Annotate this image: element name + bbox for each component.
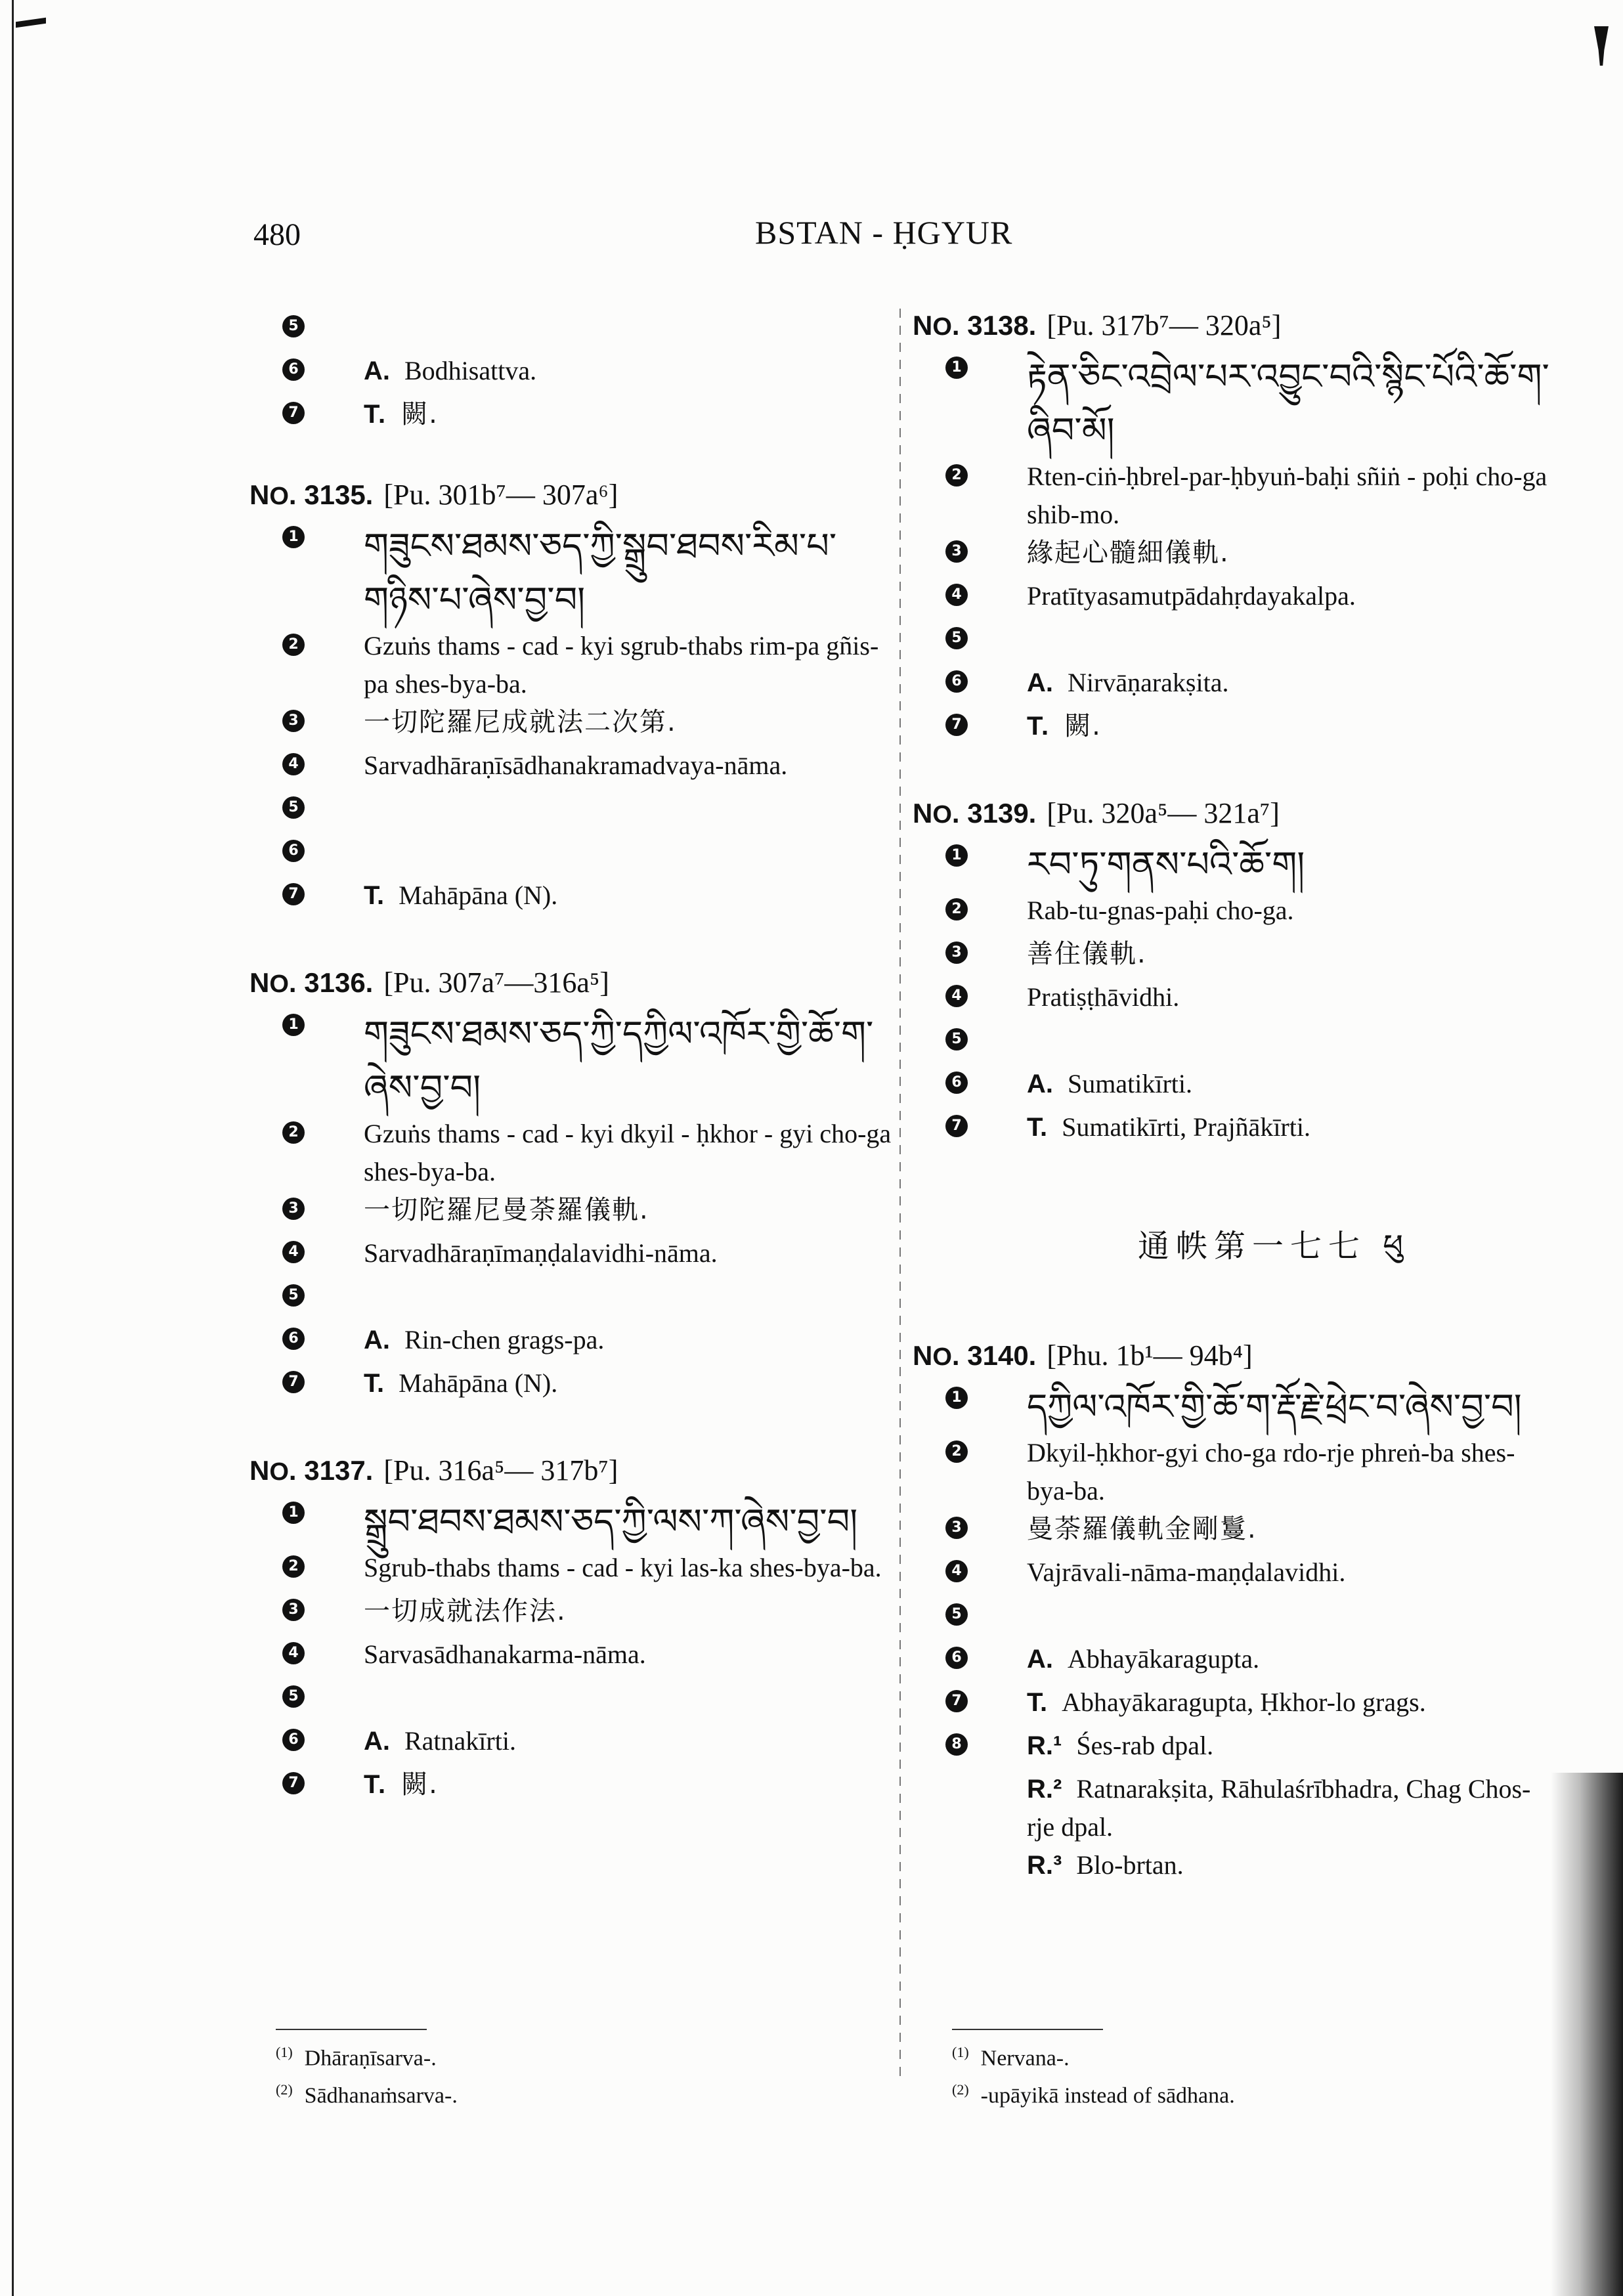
item-number: 5 [282,1284,305,1307]
chinese-title: 一切陀羅尼曼荼羅儀軌. [364,1195,649,1225]
item-number: 6 [282,358,305,381]
item-number: 5 [282,315,305,337]
item-number: 7 [282,402,305,424]
page-range: [Pu. 301b⁷— 307a⁶] [383,479,618,511]
footnote-rule [952,2029,1103,2030]
entry-heading [913,309,1556,342]
item-1 [913,838,1556,892]
left-column [249,309,893,1855]
item-2 [913,1434,1556,1510]
sanskrit-title: Sarvasādhanakarma-nāma. [364,1639,646,1669]
item-1 [249,1495,893,1549]
item-6 [913,1640,1556,1683]
prefix: T. [1027,1113,1048,1142]
sanskrit-title: Pratītyasamutpādahṛdayakalpa. [1027,581,1356,611]
item-3 [249,1592,893,1635]
item-number: 5 [945,1603,968,1626]
item-number: 5 [945,627,968,649]
tibetan-title: རབ་ཏུ་གནས་པའི་ཆོ་ག། [1027,844,1305,885]
page-border [12,0,14,2296]
sanskrit-title: Vajrāvali-nāma-maṇḍalavidhi. [1027,1557,1346,1587]
item-number: 3 [945,942,968,964]
item-7 [249,395,893,439]
item-4 [913,978,1556,1022]
item-number: 7 [282,1371,305,1393]
transliteration: Dkyil-ḥkhor-gyi cho-ga rdo-rje phreṅ-ba shes-bya-ba. [1027,1438,1515,1505]
item-5 [249,1679,893,1722]
item-7 [249,877,893,920]
entry-3135 [249,478,893,920]
item-number: 2 [282,1121,305,1144]
scan-edge-shadow [1551,1773,1623,2296]
item-number: 2 [945,898,968,921]
item-number: 7 [282,883,305,905]
running-head: BSTAN - ḤGYUR [755,214,1013,251]
entry-no-label: NO. 3138. [913,310,1037,341]
entry-3140 [913,1339,1556,1890]
translator: Sumatikīrti, Prajñākīrti. [1062,1112,1310,1142]
item-number: 1 [945,1387,968,1409]
item-4 [249,1635,893,1679]
item-number: 6 [945,1647,968,1669]
item-4 [913,577,1556,620]
entry-heading [913,1339,1556,1372]
item-number: 2 [945,464,968,487]
item-number: 3 [282,710,305,732]
entry-no-label: NO. 3136. [249,967,374,998]
item-number: 3 [945,1517,968,1539]
item-number: 2 [282,1555,305,1578]
transliteration: Gzuṅs thams - cad - kyi sgrub-thabs rim-pa gñis-pa shes-bya-ba. [364,631,879,699]
footnote: $^{(1)}$ Dhāraṇīsarva-. [276,2044,437,2071]
tibetan-title: སྒྲུབ་ཐབས་ཐམས་ཅད་ཀྱི་ལས་ཀ་ཞེས་བྱ་བ། [364,1501,858,1542]
entry-3137 [249,1454,893,1809]
column-divider [899,309,901,2081]
entry-no-label: NO. 3137. [249,1455,374,1486]
entry-no-label: NO. 3140. [913,1340,1037,1371]
item-6 [249,833,893,877]
item-number: 1 [282,526,305,548]
item-6 [249,1321,893,1364]
item-number: 3 [945,540,968,563]
entry-heading [249,1454,893,1487]
reviser: Blo-brtan. [1076,1850,1184,1880]
chinese-title: 曼荼羅儀軌金剛鬘. [1027,1514,1257,1544]
item-number: 6 [282,1729,305,1751]
item-number: 4 [282,1642,305,1664]
translator: 闕. [1064,711,1102,741]
item-number: 4 [945,1560,968,1582]
item-number: 2 [945,1440,968,1463]
item-number: 6 [945,1072,968,1094]
page-range: [Phu. 1b¹— 94b⁴] [1047,1339,1253,1372]
item-number: 6 [282,840,305,862]
reviser: Ratnarakṣita, Rāhulaśrībhadra, Chag Chos-rje dpal. [1027,1774,1531,1842]
prefix: A. [1027,668,1053,697]
translator: 闕. [401,399,439,429]
item-2 [913,892,1556,935]
item-2 [249,1115,893,1191]
entry-no-label: NO. 3139. [913,798,1037,829]
item-3 [249,703,893,747]
chinese-title: 緣起心髓細儀軌. [1027,538,1230,568]
prefix: T. [1027,712,1050,741]
footnote-rule [276,2029,427,2030]
entry-heading [249,478,893,511]
sanskrit-title: Sarvadhāraṇīsādhanakramadvaya-nāma. [364,750,788,780]
item-8-r3 [913,1846,1556,1890]
item-number: 3 [282,1198,305,1220]
item-3 [249,1191,893,1234]
right-column [913,309,1556,1936]
item-number: 4 [945,985,968,1007]
item-1 [249,1007,893,1115]
page-range: [Pu. 316a⁵— 317b⁷] [383,1454,618,1486]
prefix: A. [364,1326,390,1354]
transliteration: Gzuṅs thams - cad - kyi dkyil - ḥkhor - gyi cho-ga shes-bya-ba. [364,1119,892,1186]
item-1 [913,350,1556,458]
entry-3136 [249,966,893,1408]
item-3 [913,1510,1556,1553]
translator: 闕. [401,1769,439,1800]
item-number: 2 [282,634,305,656]
chinese-title: 一切陀羅尼成就法二次第. [364,707,677,737]
prefix: T. [1027,1688,1048,1717]
footnote: $^{(2)}$ Sādhanaṁsarva-. [276,2081,458,2108]
prefix: R.³ [1027,1851,1062,1880]
item-number: 8 [945,1733,968,1756]
item-5 [913,1597,1556,1640]
item-number: 1 [945,357,968,379]
item-number: 7 [282,1772,305,1794]
author: Sumatikīrti. [1068,1069,1192,1098]
corner-mark [16,18,46,28]
item-6 [249,352,893,395]
author: Abhayākaragupta. [1068,1644,1260,1674]
prefix: R.² [1027,1775,1062,1804]
item-3 [913,534,1556,577]
prefix: A. [364,1727,390,1756]
item-number: 7 [945,1690,968,1712]
translator: Abhayākaragupta, Ḥkhor-lo grags. [1062,1687,1426,1717]
author: Bodhisattva. [404,356,537,385]
page-range: [Pu. 320a⁵— 321a⁷] [1047,797,1280,829]
item-4 [249,1234,893,1278]
author: Nirvāṇarakṣita. [1068,668,1229,697]
item-5 [913,620,1556,664]
item-number: 6 [945,670,968,693]
item-7 [249,1364,893,1408]
sanskrit-title: Sarvadhāraṇīmaṇḍalavidhi-nāma. [364,1238,718,1268]
prefix: R.¹ [1027,1731,1062,1760]
entry-heading [249,966,893,999]
item-number: 1 [945,844,968,867]
transliteration: Sgrub-thabs thams - cad - kyi las-ka shes-bya-ba. [364,1553,882,1582]
item-number: 5 [945,1028,968,1051]
item-4 [249,747,893,790]
tibetan-title: དཀྱིལ་འཁོར་གྱི་ཆོ་ག་རྡོ་རྗེ་ཕྲེང་བ་ཞེས་བྱ་བ། [1027,1386,1522,1427]
item-number: 5 [282,1685,305,1708]
item-number: 4 [282,1241,305,1263]
item-8 [913,1727,1556,1770]
chinese-title: 一切成就法作法. [364,1596,567,1626]
prefix: T. [364,400,387,429]
prefix: T. [364,881,385,910]
item-7 [913,1108,1556,1152]
item-8-r2 [913,1770,1556,1846]
footnote: $^{(2)}$ -upāyikā instead of sādhana. [952,2081,1235,2108]
item-number: 7 [945,1115,968,1137]
page-number: 480 [253,217,301,252]
entry-3134-tail [249,309,893,439]
prefix: A. [1027,1645,1053,1674]
item-6 [249,1722,893,1765]
prefix: A. [364,357,390,385]
translator: Mahāpāna (N). [399,1368,558,1398]
entry-3139 [913,796,1556,1152]
translator: Mahāpāna (N). [399,880,558,910]
item-number: 5 [282,796,305,819]
item-2 [249,1549,893,1592]
sanskrit-title: Pratiṣṭhāvidhi. [1027,982,1180,1012]
tibetan-title: རྟེན་ཅིང་འབྲེལ་པར་འབྱུང་བའི་སྙིང་པོའི་ཆོ་ག་ཞིབ་མོ། [1027,356,1549,451]
transliteration: Rab-tu-gnas-paḥi cho-ga. [1027,896,1294,925]
item-5 [249,790,893,833]
item-5 [249,1278,893,1321]
footnote: $^{(1)}$ Nervana-. [952,2044,1070,2071]
author: Rin-chen grags-pa. [404,1325,605,1354]
prefix: T. [364,1369,385,1398]
prefix: A. [1027,1070,1053,1098]
item-number: 3 [282,1599,305,1621]
item-5 [249,309,893,352]
entry-no-label: NO. 3135. [249,479,374,510]
item-6 [913,1065,1556,1108]
reviser: Śes-rab dpal. [1076,1731,1214,1760]
item-7 [249,1765,893,1809]
item-1 [249,519,893,627]
item-4 [913,1553,1556,1597]
entry-3138 [913,309,1556,750]
item-number: 1 [282,1014,305,1036]
item-5 [913,1022,1556,1065]
item-2 [913,458,1556,534]
tibetan-title: གཟུངས་ཐམས་ཅད་ཀྱི་དཀྱིལ་འཁོར་གྱི་ཆོ་ག་ཞེས་བྱ་བ། [364,1013,874,1108]
footnotes-right [952,2029,1235,2112]
volume-header: 通帙第一七七 ཕུ [1137,1228,1410,1265]
item-number: 6 [282,1328,305,1350]
author: Ratnakīrti. [404,1726,516,1756]
item-number: 1 [282,1502,305,1524]
tibetan-title: གཟུངས་ཐམས་ཅད་ཀྱི་སྒྲུབ་ཐབས་རིམ་པ་གཉིས་པ་ཞེས་བྱ་བ། [364,525,837,620]
item-7 [913,1683,1556,1727]
entry-heading [913,796,1556,830]
footnotes-left [276,2029,458,2112]
chinese-title: 善住儀軌. [1027,939,1147,969]
item-1 [913,1380,1556,1434]
item-3 [913,935,1556,978]
item-number: 4 [282,753,305,775]
page-range: [Pu. 317b⁷— 320a⁵] [1047,309,1282,341]
item-6 [913,664,1556,707]
top-right-mark [1594,26,1609,66]
transliteration: Rten-ciṅ-ḥbrel-par-ḥbyuṅ-baḥi sñiṅ - poḥi cho-ga shib-mo. [1027,462,1547,529]
prefix: T. [364,1770,387,1799]
page-range: [Pu. 307a⁷—316a⁵] [383,966,609,999]
item-2 [249,627,893,703]
item-number: 4 [945,584,968,606]
item-number: 7 [945,714,968,736]
item-7 [913,707,1556,750]
